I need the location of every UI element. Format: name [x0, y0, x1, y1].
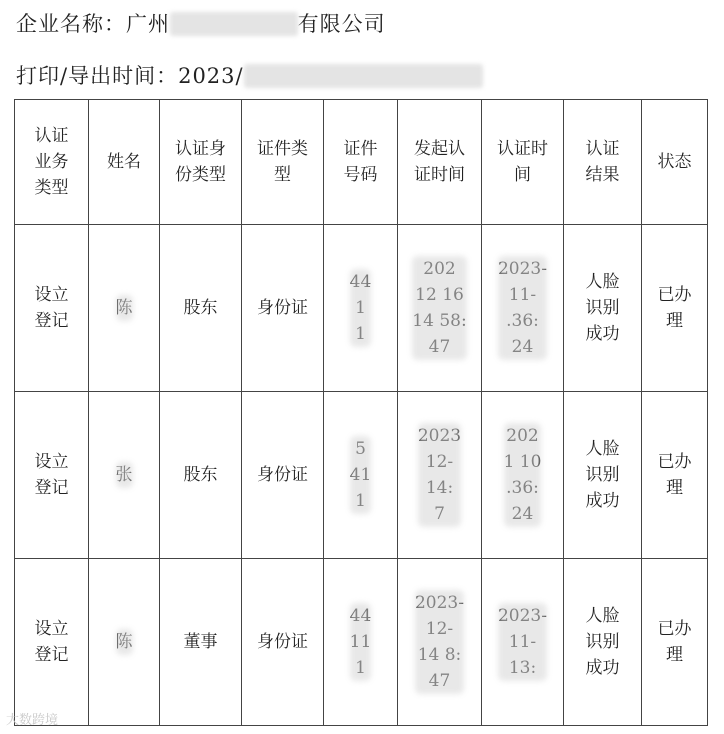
result-cell: 人脸 识别 成功	[564, 225, 642, 392]
redacted-print-time	[244, 64, 483, 88]
business-type-cell: 设立 登记	[15, 225, 89, 392]
print-time-line	[16, 60, 483, 90]
name-cell	[89, 392, 160, 559]
role-cell: 股东	[160, 225, 242, 392]
business-type-cell: 设立 登记	[15, 559, 89, 726]
status-cell: 已办 理	[642, 559, 708, 726]
table-row	[15, 392, 708, 559]
header-cell: 认证 结果	[564, 100, 642, 225]
print-label: 打印/导出时间：	[16, 64, 179, 88]
header-cell: 证件类 型	[242, 100, 324, 225]
start-time-cell	[398, 392, 482, 559]
header-cell: 认证身 份类型	[160, 100, 242, 225]
company-prefix: 广州	[126, 12, 170, 36]
table-row	[15, 559, 708, 726]
company-name-line	[16, 8, 386, 38]
header-cell: 状态	[642, 100, 708, 225]
header-cell: 姓名	[89, 100, 160, 225]
watermark: 大数跨境	[6, 713, 59, 728]
id-number-cell	[324, 559, 398, 726]
redacted-company-name	[170, 12, 298, 36]
status-cell: 已办 理	[642, 225, 708, 392]
result-cell: 人脸 识别 成功	[564, 559, 642, 726]
start-time-cell	[398, 225, 482, 392]
auth-time-cell	[482, 392, 564, 559]
header-cell: 证件 号码	[324, 100, 398, 225]
header-cell: 发起认 证时间	[398, 100, 482, 225]
table-row	[15, 225, 708, 392]
start-time-cell	[398, 559, 482, 726]
role-cell: 董事	[160, 559, 242, 726]
header-cell: 认证时 间	[482, 100, 564, 225]
auth-records-table	[14, 99, 708, 726]
id-type-cell: 身份证	[242, 392, 324, 559]
print-value: 2023/	[178, 64, 244, 88]
name-cell	[89, 559, 160, 726]
business-type-cell: 设立 登记	[15, 392, 89, 559]
role-cell: 股东	[160, 392, 242, 559]
company-suffix: 有限公司	[297, 12, 386, 36]
status-cell: 已办 理	[642, 392, 708, 559]
company-label: 企业名称：	[16, 12, 126, 36]
id-type-cell: 身份证	[242, 225, 324, 392]
table-header-row	[15, 100, 708, 225]
header-cell: 认证 业务 类型	[15, 100, 89, 225]
id-number-cell	[324, 225, 398, 392]
auth-time-cell	[482, 225, 564, 392]
id-type-cell: 身份证	[242, 559, 324, 726]
auth-time-cell	[482, 559, 564, 726]
id-number-cell	[324, 392, 398, 559]
result-cell: 人脸 识别 成功	[564, 392, 642, 559]
name-cell	[89, 225, 160, 392]
